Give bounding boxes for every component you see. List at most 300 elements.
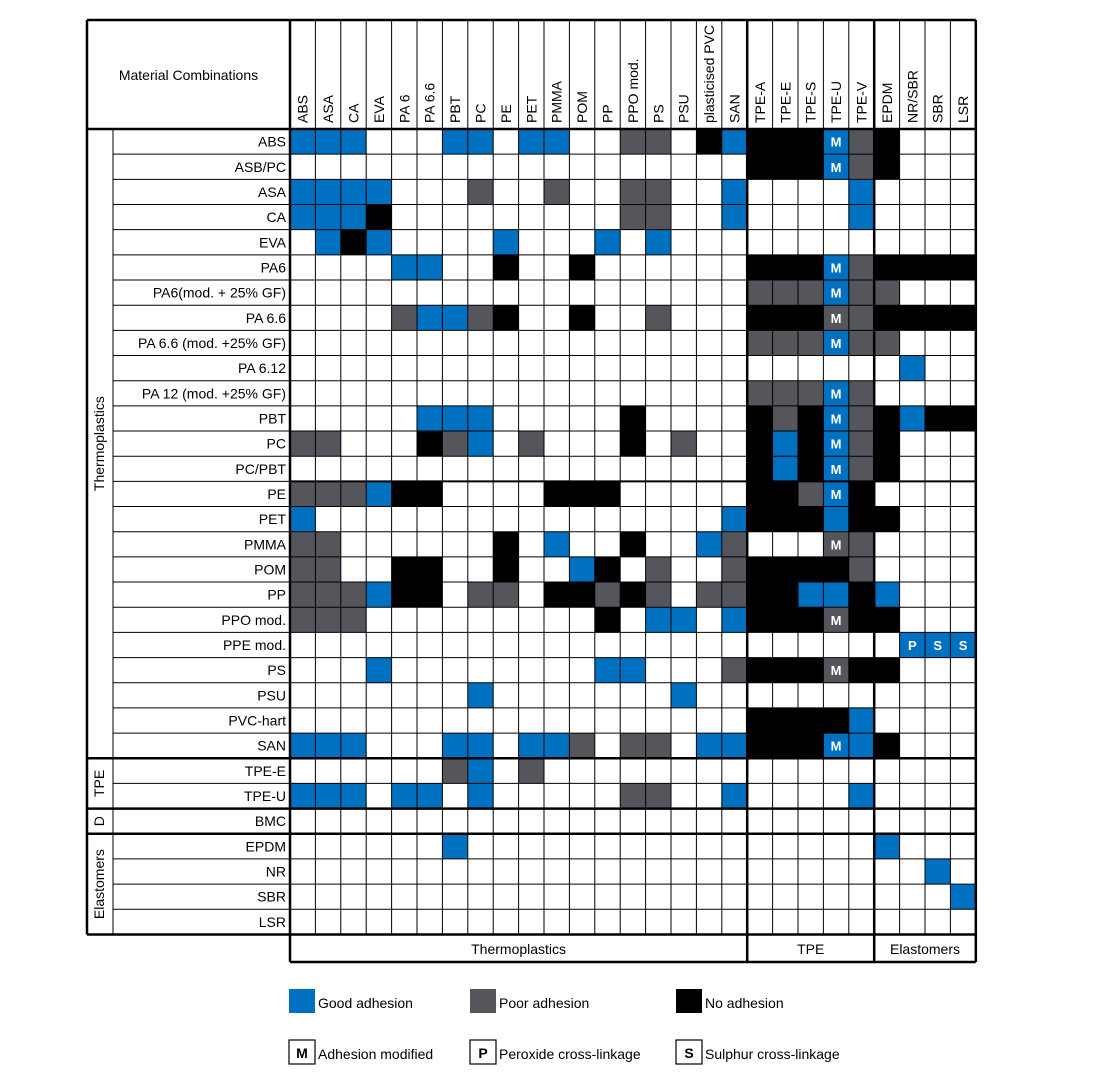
cell-mark: M <box>830 537 842 553</box>
row-label: PMMA <box>244 536 286 553</box>
cell-PA 6.6 (mod. +25% GF)-TPE-A <box>747 330 772 355</box>
cell-NR-SBR <box>925 859 950 884</box>
cell-POM-PE <box>493 557 518 582</box>
cell-ASB/PC-TPE-S <box>798 154 823 179</box>
cell-CA-TPE-V <box>849 205 874 230</box>
cell-PE-TPE-A <box>747 481 772 506</box>
cell-ASA-PPO mod. <box>620 179 645 204</box>
row-label: PE <box>267 485 286 502</box>
cell-PET-TPE-V <box>849 507 874 532</box>
cell-PPO mod.-ABS <box>290 607 315 632</box>
cell-PBT-PBT <box>442 406 467 431</box>
cell-PP-CA <box>341 582 366 607</box>
cell-TPE-U-CA <box>341 783 366 808</box>
cell-PP-PA 6 <box>392 582 417 607</box>
legend-item <box>470 989 589 1013</box>
column-header: PE <box>497 104 514 123</box>
cell-mark: M <box>830 260 842 276</box>
cell-PC/PBT-TPE-A <box>747 456 772 481</box>
cell-mark: M <box>830 663 842 679</box>
column-header: NR/SBR <box>904 70 921 123</box>
cell-PP-PPO mod. <box>620 582 645 607</box>
cell-PP-PE <box>493 582 518 607</box>
cell-PMMA-ASA <box>315 532 340 557</box>
column-header: TPE-V <box>853 81 870 123</box>
cell-PA 6.6-TPE-A <box>747 305 772 330</box>
cell-PA6-EPDM <box>874 255 899 280</box>
cell-PE-TPE-V <box>849 481 874 506</box>
cell-SAN-PBT <box>442 733 467 758</box>
cell-PP-TPE-S <box>798 582 823 607</box>
cell-ABS-TPE-S <box>798 129 823 154</box>
cell-PA 6.6-PS <box>646 305 671 330</box>
cell-ASA-PS <box>646 179 671 204</box>
legend-label: No adhesion <box>705 995 784 1011</box>
cell-ASA-ABS <box>290 179 315 204</box>
row-label: PC <box>266 435 286 452</box>
cell-TPE-U-ASA <box>315 783 340 808</box>
row-label: TPE-U <box>244 788 286 805</box>
cell-PA6-PA 6 <box>392 255 417 280</box>
cell-CA-PS <box>646 205 671 230</box>
cell-PP-SAN <box>722 582 747 607</box>
cell-ASB/PC-TPE-V <box>849 154 874 179</box>
legend-swatch <box>470 989 496 1013</box>
cell-EVA-PE <box>493 230 518 255</box>
column-header: PS <box>650 104 667 123</box>
cell-EVA-PP <box>595 230 620 255</box>
row-label: SBR <box>257 888 286 905</box>
column-header: PET <box>523 95 540 123</box>
cell-SAN-TPE-S <box>798 733 823 758</box>
table-title: Material Combinations <box>118 67 259 83</box>
cell-PP-PMMA <box>544 582 569 607</box>
cell-ABS-PC <box>468 129 493 154</box>
row-label: PA6(mod. + 25% GF) <box>152 284 286 301</box>
cell-PS-TPE-V <box>849 658 874 683</box>
cell-TPE-U-PS <box>646 783 671 808</box>
cell-PA6(mod. + 25% GF)-TPE-V <box>849 280 874 305</box>
cell-SAN-PMMA <box>544 733 569 758</box>
row-label: NR <box>265 863 286 880</box>
column-header: PA 6 <box>396 94 413 123</box>
cell-PA 6.6-PE <box>493 305 518 330</box>
cell-PP-ASA <box>315 582 340 607</box>
column-header: POM <box>574 91 591 123</box>
legend-label: Sulphur cross-linkage <box>705 1046 840 1062</box>
cell-CA-ABS <box>290 205 315 230</box>
cell-POM-TPE-A <box>747 557 772 582</box>
cell-SAN-EPDM <box>874 733 899 758</box>
column-header: TPE-E <box>777 81 794 123</box>
cell-ABS-EPDM <box>874 129 899 154</box>
cell-EPDM-EPDM <box>874 834 899 859</box>
cell-mark: M <box>830 411 842 427</box>
legend <box>289 989 840 1064</box>
legend-item <box>470 1040 641 1064</box>
row-group-label: TPE <box>91 769 107 798</box>
cell-PC-PET <box>519 431 544 456</box>
column-header: TPE-U <box>828 81 845 123</box>
cell-SAN-ASA <box>315 733 340 758</box>
cell-ASA-TPE-V <box>849 179 874 204</box>
cell-PA 12 (mod. +25% GF)-TPE-A <box>747 381 772 406</box>
cell-PC-PA 6.6 <box>417 431 442 456</box>
legend-item <box>676 1040 840 1064</box>
cell-POM-ABS <box>290 557 315 582</box>
cell-PPO mod.-TPE-V <box>849 607 874 632</box>
cell-PPO mod.-SAN <box>722 607 747 632</box>
cell-TPE-U-PC <box>468 783 493 808</box>
cell-PC-ASA <box>315 431 340 456</box>
cell-PVC-hart-TPE-E <box>773 708 798 733</box>
cell-PBT-NR/SBR <box>900 406 925 431</box>
cell-POM-SAN <box>722 557 747 582</box>
cell-ABS-ASA <box>315 129 340 154</box>
row-label: EVA <box>259 234 286 251</box>
row-label: EPDM <box>245 838 286 855</box>
cell-ASA-PMMA <box>544 179 569 204</box>
cell-TPE-U-PPO mod. <box>620 783 645 808</box>
row-label: PPO mod. <box>221 611 286 628</box>
cell-PPO mod.-ASA <box>315 607 340 632</box>
row-label: PA6 <box>260 259 286 276</box>
cell-PE-TPE-S <box>798 481 823 506</box>
row-label: LSR <box>258 913 286 930</box>
column-group-label: TPE <box>797 941 825 957</box>
cell-PET-TPE-U <box>823 507 848 532</box>
cell-CA-ASA <box>315 205 340 230</box>
cell-PVC-hart-TPE-A <box>747 708 772 733</box>
row-label: PPE mod. <box>222 636 286 653</box>
cell-PA 6.6-TPE-E <box>773 305 798 330</box>
column-header: EVA <box>370 96 387 123</box>
cell-PPO mod.-EPDM <box>874 607 899 632</box>
row-label: PBT <box>258 410 286 427</box>
cell-SBR-LSR <box>950 884 975 909</box>
cell-EVA-CA <box>341 230 366 255</box>
row-label: CA <box>266 209 286 226</box>
row-label: SAN <box>257 737 286 754</box>
row-label: PA 6.6 (mod. +25% GF) <box>138 334 286 351</box>
cell-TPE-E-PET <box>519 758 544 783</box>
cell-PSU-PC <box>468 683 493 708</box>
cell-ASA-ASA <box>315 179 340 204</box>
row-label: TPE-E <box>244 762 286 779</box>
cell-SAN-TPE-E <box>773 733 798 758</box>
cell-PP-PC <box>468 582 493 607</box>
cell-PA6(mod. + 25% GF)-TPE-A <box>747 280 772 305</box>
cell-PA 6.6 (mod. +25% GF)-TPE-E <box>773 330 798 355</box>
cell-CA-EVA <box>366 205 391 230</box>
cell-ABS-TPE-A <box>747 129 772 154</box>
cell-PE-PA 6 <box>392 481 417 506</box>
cell-PA 6.6-NR/SBR <box>900 305 925 330</box>
cell-ASA-EVA <box>366 179 391 204</box>
legend-swatch <box>676 989 702 1013</box>
cell-PPO mod.-TPE-A <box>747 607 772 632</box>
cell-PS-PP <box>595 658 620 683</box>
column-header: TPE-A <box>751 81 768 123</box>
column-header: TPE-S <box>802 81 819 123</box>
cell-PVC-hart-TPE-S <box>798 708 823 733</box>
column-header: LSR <box>955 95 972 123</box>
cell-PA6(mod. + 25% GF)-TPE-S <box>798 280 823 305</box>
cell-PBT-LSR <box>950 406 975 431</box>
cell-PS-TPE-A <box>747 658 772 683</box>
row-label: PA 6.6 <box>245 309 286 326</box>
legend-swatch-letter: M <box>296 1045 308 1061</box>
legend-item <box>289 1040 433 1064</box>
row-group-label: Thermoplastics <box>91 396 107 492</box>
cell-PA6-PA 6.6 <box>417 255 442 280</box>
cell-PA 6.6-TPE-S <box>798 305 823 330</box>
cell-mark: M <box>830 386 842 402</box>
cell-PMMA-TPE-V <box>849 532 874 557</box>
cell-SAN-CA <box>341 733 366 758</box>
cell-PC-PBT <box>442 431 467 456</box>
cell-PC-TPE-A <box>747 431 772 456</box>
cell-ASA-SAN <box>722 179 747 204</box>
cell-PS-PPO mod. <box>620 658 645 683</box>
cell-mark: P <box>907 637 917 653</box>
cell-mark: S <box>933 637 943 653</box>
column-header: PP <box>599 104 616 123</box>
cell-PET-EPDM <box>874 507 899 532</box>
cell-PMMA-PE <box>493 532 518 557</box>
cell-SAN-PPO mod. <box>620 733 645 758</box>
cell-mark: M <box>830 335 842 351</box>
cell-TPE-E-PC <box>468 758 493 783</box>
cell-PA 6.6-PC <box>468 305 493 330</box>
cell-POM-PS <box>646 557 671 582</box>
cell-PBT-SBR <box>925 406 950 431</box>
cell-PA6-NR/SBR <box>900 255 925 280</box>
cell-PE-EVA <box>366 481 391 506</box>
cell-PP-EPDM <box>874 582 899 607</box>
row-label: PS <box>267 662 286 679</box>
cell-mark: M <box>830 461 842 477</box>
cell-POM-TPE-S <box>798 557 823 582</box>
legend-label: Adhesion modified <box>318 1046 434 1062</box>
row-group-label: D <box>91 816 107 827</box>
cell-PP-PP <box>595 582 620 607</box>
cell-PP-PA 6.6 <box>417 582 442 607</box>
cell-PP-POM <box>569 582 594 607</box>
cell-EPDM-PBT <box>442 834 467 859</box>
cell-SAN-ABS <box>290 733 315 758</box>
column-header: PC <box>472 103 489 123</box>
column-header: EPDM <box>878 82 895 123</box>
cell-SAN-plasticised PVC <box>696 733 721 758</box>
legend-label: Poor adhesion <box>499 995 590 1011</box>
cell-ASA-PC <box>468 179 493 204</box>
cell-PSU-PSU <box>671 683 696 708</box>
cell-mark: M <box>830 159 842 175</box>
cell-PS-EPDM <box>874 658 899 683</box>
cell-PA6-TPE-V <box>849 255 874 280</box>
cell-PE-ASA <box>315 481 340 506</box>
column-header: plasticised PVC <box>701 24 718 123</box>
cell-PA 6.6-POM <box>569 305 594 330</box>
cell-PP-plasticised PVC <box>696 582 721 607</box>
cell-PS-TPE-S <box>798 658 823 683</box>
cell-PPO mod.-CA <box>341 607 366 632</box>
cell-PC-EPDM <box>874 431 899 456</box>
cell-SAN-POM <box>569 733 594 758</box>
cell-PP-TPE-U <box>823 582 848 607</box>
cell-PA6-POM <box>569 255 594 280</box>
cell-PA 6.6 (mod. +25% GF)-TPE-V <box>849 330 874 355</box>
cell-POM-PP <box>595 557 620 582</box>
cell-CA-SAN <box>722 205 747 230</box>
cell-ABS-ABS <box>290 129 315 154</box>
cell-PC/PBT-EPDM <box>874 456 899 481</box>
cell-PA6(mod. + 25% GF)-TPE-E <box>773 280 798 305</box>
cell-PA6-SBR <box>925 255 950 280</box>
column-header: PA 6.6 <box>421 82 438 123</box>
cell-PA6-LSR <box>950 255 975 280</box>
cell-POM-PA 6.6 <box>417 557 442 582</box>
cell-PA 6.6 (mod. +25% GF)-TPE-S <box>798 330 823 355</box>
cell-PPO mod.-PSU <box>671 607 696 632</box>
cell-PVC-hart-TPE-V <box>849 708 874 733</box>
cell-PMMA-PPO mod. <box>620 532 645 557</box>
cell-PS-SAN <box>722 658 747 683</box>
cell-PE-PA 6.6 <box>417 481 442 506</box>
column-header: SAN <box>726 94 743 123</box>
cell-PBT-PA 6.6 <box>417 406 442 431</box>
cell-ABS-plasticised PVC <box>696 129 721 154</box>
row-group-label: Elastomers <box>91 849 107 920</box>
cell-PE-PMMA <box>544 481 569 506</box>
cell-PET-TPE-A <box>747 507 772 532</box>
cell-TPE-E-PBT <box>442 758 467 783</box>
cell-PC-TPE-V <box>849 431 874 456</box>
legend-item <box>289 989 413 1013</box>
cell-ABS-TPE-V <box>849 129 874 154</box>
cell-PA 12 (mod. +25% GF)-TPE-S <box>798 381 823 406</box>
cell-PA 6.6 (mod. +25% GF)-EPDM <box>874 330 899 355</box>
cell-mark: M <box>830 436 842 452</box>
cell-ABS-PMMA <box>544 129 569 154</box>
cell-mark: M <box>830 310 842 326</box>
cell-PPO mod.-PP <box>595 607 620 632</box>
cell-PVC-hart-TPE-U <box>823 708 848 733</box>
cell-ABS-PPO mod. <box>620 129 645 154</box>
column-header: ASA <box>320 94 337 123</box>
cell-PC-ABS <box>290 431 315 456</box>
cell-PET-ABS <box>290 507 315 532</box>
cell-TPE-U-ABS <box>290 783 315 808</box>
cell-ASA-CA <box>341 179 366 204</box>
cell-ASB/PC-TPE-E <box>773 154 798 179</box>
cell-PP-PS <box>646 582 671 607</box>
cell-mark: M <box>830 738 842 754</box>
cell-ASB/PC-EPDM <box>874 154 899 179</box>
cell-SAN-SAN <box>722 733 747 758</box>
cell-PA 6.6-PBT <box>442 305 467 330</box>
cell-PBT-TPE-S <box>798 406 823 431</box>
cell-PA6(mod. + 25% GF)-EPDM <box>874 280 899 305</box>
cell-PC-PSU <box>671 431 696 456</box>
cell-PC-TPE-E <box>773 431 798 456</box>
cell-ABS-SAN <box>722 129 747 154</box>
row-label: BMC <box>254 813 286 830</box>
cell-SAN-PS <box>646 733 671 758</box>
cell-ABS-TPE-E <box>773 129 798 154</box>
cell-PP-TPE-E <box>773 582 798 607</box>
cell-POM-TPE-E <box>773 557 798 582</box>
legend-swatch <box>289 989 315 1013</box>
cell-PBT-TPE-A <box>747 406 772 431</box>
cell-PBT-TPE-E <box>773 406 798 431</box>
cell-PE-PP <box>595 481 620 506</box>
row-label: PP <box>267 586 286 603</box>
column-header: PBT <box>447 95 464 123</box>
cell-mark: M <box>830 134 842 150</box>
cell-PA 6.12-NR/SBR <box>900 356 925 381</box>
cell-mark: M <box>830 612 842 628</box>
cell-PBT-PC <box>468 406 493 431</box>
cell-ABS-PS <box>646 129 671 154</box>
column-group-label: Elastomers <box>889 941 961 957</box>
cell-TPE-U-PA 6.6 <box>417 783 442 808</box>
row-label: ABS <box>257 133 286 150</box>
cell-mark: M <box>830 486 842 502</box>
row-label: ASA <box>257 183 286 200</box>
cell-PA6-TPE-S <box>798 255 823 280</box>
cell-POM-ASA <box>315 557 340 582</box>
cell-PA6-PE <box>493 255 518 280</box>
column-header: PSU <box>675 94 692 123</box>
cell-ASB/PC-TPE-A <box>747 154 772 179</box>
cell-PA6-TPE-A <box>747 255 772 280</box>
cell-PC-PPO mod. <box>620 431 645 456</box>
cell-ABS-PBT <box>442 129 467 154</box>
legend-item <box>676 989 784 1013</box>
cell-PET-TPE-S <box>798 507 823 532</box>
legend-label: Peroxide cross-linkage <box>499 1046 641 1062</box>
cell-PPO mod.-TPE-S <box>798 607 823 632</box>
row-label: PET <box>258 511 286 528</box>
legend-label: Good adhesion <box>318 995 413 1011</box>
row-label: ASB/PC <box>234 158 286 175</box>
column-header: PMMA <box>548 81 565 123</box>
cells-layer <box>290 129 976 909</box>
cell-PC-PC <box>468 431 493 456</box>
cell-PP-ABS <box>290 582 315 607</box>
cell-PA 6.6-EPDM <box>874 305 899 330</box>
cell-PA 6.6-PA 6.6 <box>417 305 442 330</box>
cell-PA 6.6-SBR <box>925 305 950 330</box>
cell-SAN-PET <box>519 733 544 758</box>
column-header: PPO mod. <box>624 58 641 123</box>
cell-PC/PBT-TPE-S <box>798 456 823 481</box>
cell-mark: M <box>830 285 842 301</box>
cell-SAN-TPE-V <box>849 733 874 758</box>
cell-PA6-TPE-E <box>773 255 798 280</box>
column-header: CA <box>345 103 362 123</box>
cell-PP-TPE-V <box>849 582 874 607</box>
legend-swatch-letter: P <box>478 1045 488 1061</box>
cell-ABS-PET <box>519 129 544 154</box>
column-header: ABS <box>294 94 311 123</box>
cell-PE-POM <box>569 481 594 506</box>
cell-PMMA-SAN <box>722 532 747 557</box>
cell-PE-ABS <box>290 481 315 506</box>
cell-EVA-EVA <box>366 230 391 255</box>
